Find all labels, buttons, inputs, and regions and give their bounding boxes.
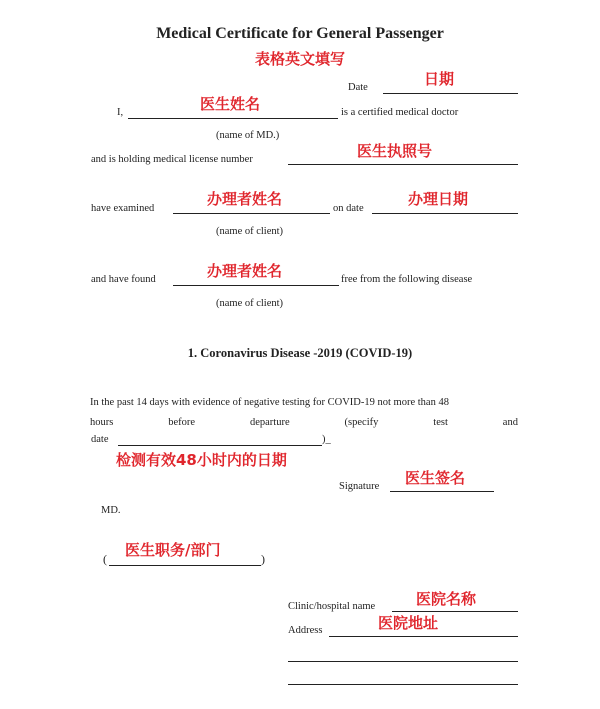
- section-title: 1. Coronavirus Disease -2019 (COVID-19): [187, 346, 413, 360]
- position-close-paren: ): [261, 552, 265, 566]
- test-date-suffix: )_: [322, 434, 331, 445]
- word-test: test: [433, 417, 448, 428]
- license-label: and is holding medical license number: [91, 154, 253, 165]
- position-line[interactable]: [109, 565, 261, 566]
- covid-line-2: [90, 417, 518, 429]
- clinic-label: Clinic/hospital name: [288, 601, 376, 612]
- examined-label: have examined: [91, 203, 155, 214]
- clinic-line[interactable]: [392, 611, 518, 612]
- found-suffix: free from the following disease: [341, 274, 473, 285]
- client-name-fill: 办理者姓名: [207, 190, 283, 208]
- word-before: before: [168, 417, 196, 428]
- address-fill: 医院地址: [378, 614, 439, 632]
- doctor-name-line[interactable]: [128, 118, 338, 119]
- license-fill: 医生执照号: [357, 142, 433, 160]
- date-label: Date: [348, 82, 368, 93]
- license-line[interactable]: [288, 164, 518, 165]
- client-name-line[interactable]: [173, 213, 330, 214]
- word-and: and: [502, 417, 518, 428]
- address-label: Address: [288, 625, 323, 636]
- doctor-name-fill: 医生姓名: [200, 95, 261, 113]
- doctor-prefix: I,: [117, 107, 124, 118]
- test-date-note: 检测有效48小时内的日期: [116, 451, 287, 469]
- page-title: Medical Certificate for General Passenger: [156, 25, 444, 42]
- word-hours: hours: [90, 417, 114, 428]
- found-caption: (name of client): [216, 298, 284, 309]
- client-name-line-2[interactable]: [173, 285, 339, 286]
- signature-fill: 医生签名: [405, 469, 466, 487]
- exam-date-line[interactable]: [372, 213, 518, 214]
- md-label: MD.: [101, 505, 121, 516]
- client-name-fill-2: 办理者姓名: [207, 262, 283, 280]
- doctor-caption: (name of MD.): [216, 130, 280, 141]
- position-open-paren: (: [103, 552, 107, 566]
- date-fill: 日期: [424, 70, 455, 88]
- address-line-1[interactable]: [329, 636, 518, 637]
- signature-line[interactable]: [390, 491, 494, 492]
- position-fill: 医生职务/部门: [125, 541, 221, 559]
- found-label: and have found: [91, 274, 156, 285]
- date-line[interactable]: [383, 93, 518, 94]
- doctor-suffix: is a certified medical doctor: [341, 107, 459, 118]
- test-date-label: date: [91, 434, 109, 445]
- clinic-fill: 医院名称: [416, 590, 477, 608]
- exam-date-fill: 办理日期: [408, 190, 469, 208]
- examined-caption: (name of client): [216, 226, 284, 237]
- word-departure: departure: [249, 417, 290, 428]
- covid-line-1: In the past 14 days with evidence of negative testing for COVID-19 not more than 48: [90, 397, 449, 408]
- word-specify: (specify: [344, 417, 379, 428]
- fill-language-note: 表格英文填写: [254, 50, 345, 68]
- address-line-2[interactable]: [288, 661, 518, 662]
- on-date-label: on date: [333, 203, 364, 214]
- test-date-line[interactable]: [118, 445, 322, 446]
- address-line-3[interactable]: [288, 684, 518, 685]
- signature-label: Signature: [339, 481, 380, 492]
